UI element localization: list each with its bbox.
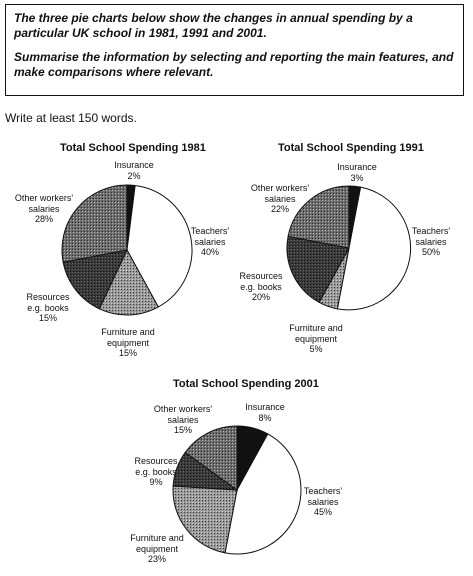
word-count-instruction: Write at least 150 words. xyxy=(5,111,137,125)
slice-label-resources-e-g-books: Resources e.g. books 20% xyxy=(239,271,283,302)
slice-label-insurance: Insurance 3% xyxy=(337,162,377,183)
slice-label-insurance: Insurance 2% xyxy=(114,160,154,181)
chart-title-3: Total School Spending 2001 xyxy=(173,378,319,390)
chart-title-1: Total School Spending 1981 xyxy=(60,142,206,154)
slice-label-furniture-and-equipment: Furniture and equipment 23% xyxy=(130,533,184,564)
slice-value: 20% xyxy=(251,292,270,302)
slice-value: 8% xyxy=(258,412,272,423)
slice-value: 9% xyxy=(149,477,163,487)
slice-label-other-workers-salaries: Other workers' salaries 22% xyxy=(250,183,310,214)
slice-value: 5% xyxy=(309,344,323,354)
chart-title-2: Total School Spending 1991 xyxy=(278,142,424,154)
slice-value: 40% xyxy=(200,247,219,257)
slice-label-furniture-and-equipment: Furniture and equipment 15% xyxy=(101,327,155,358)
slice-value: 28% xyxy=(34,214,54,224)
slice-value: 3% xyxy=(350,172,364,183)
prompt-line-1: The three pie charts below show the changes in annual spending by a particular UK school in 1981, 1991 and 2001. xyxy=(14,11,413,40)
slice-value: 15% xyxy=(38,313,57,323)
slice-value: 23% xyxy=(147,554,166,564)
slice-value: 22% xyxy=(270,204,290,214)
slice-label-other-workers-salaries: Other workers' salaries 15% xyxy=(153,404,213,435)
task-prompt-box xyxy=(5,4,464,96)
slice-label-other-workers-salaries: Other workers' salaries 28% xyxy=(14,193,74,224)
slice-value: 15% xyxy=(118,348,137,358)
slice-label-furniture-and-equipment: Furniture and equipment 5% xyxy=(289,323,343,354)
slice-label-teachers-salaries: Teachers' salaries 40% xyxy=(190,226,230,257)
slice-label-teachers-salaries: Teachers' salaries 50% xyxy=(411,226,451,257)
slice-label-teachers-salaries: Teachers' salaries 45% xyxy=(303,486,343,517)
slice-value: 45% xyxy=(313,507,332,517)
slice-label-resources-e-g-books: Resources e.g. books 15% xyxy=(26,292,70,323)
slice-label-resources-e-g-books: Resources e.g. books 9% xyxy=(134,456,178,487)
slice-value: 15% xyxy=(173,425,193,435)
pie-chart-1 xyxy=(58,181,196,319)
pie-chart-3 xyxy=(169,422,305,558)
slice-value: 50% xyxy=(421,247,440,257)
slice-value: 2% xyxy=(127,170,141,181)
prompt-line-2: Summarise the information by selecting and reporting the main features, and make comparisons where relevant. xyxy=(14,50,454,79)
slice-label-insurance: Insurance 8% xyxy=(245,402,285,423)
